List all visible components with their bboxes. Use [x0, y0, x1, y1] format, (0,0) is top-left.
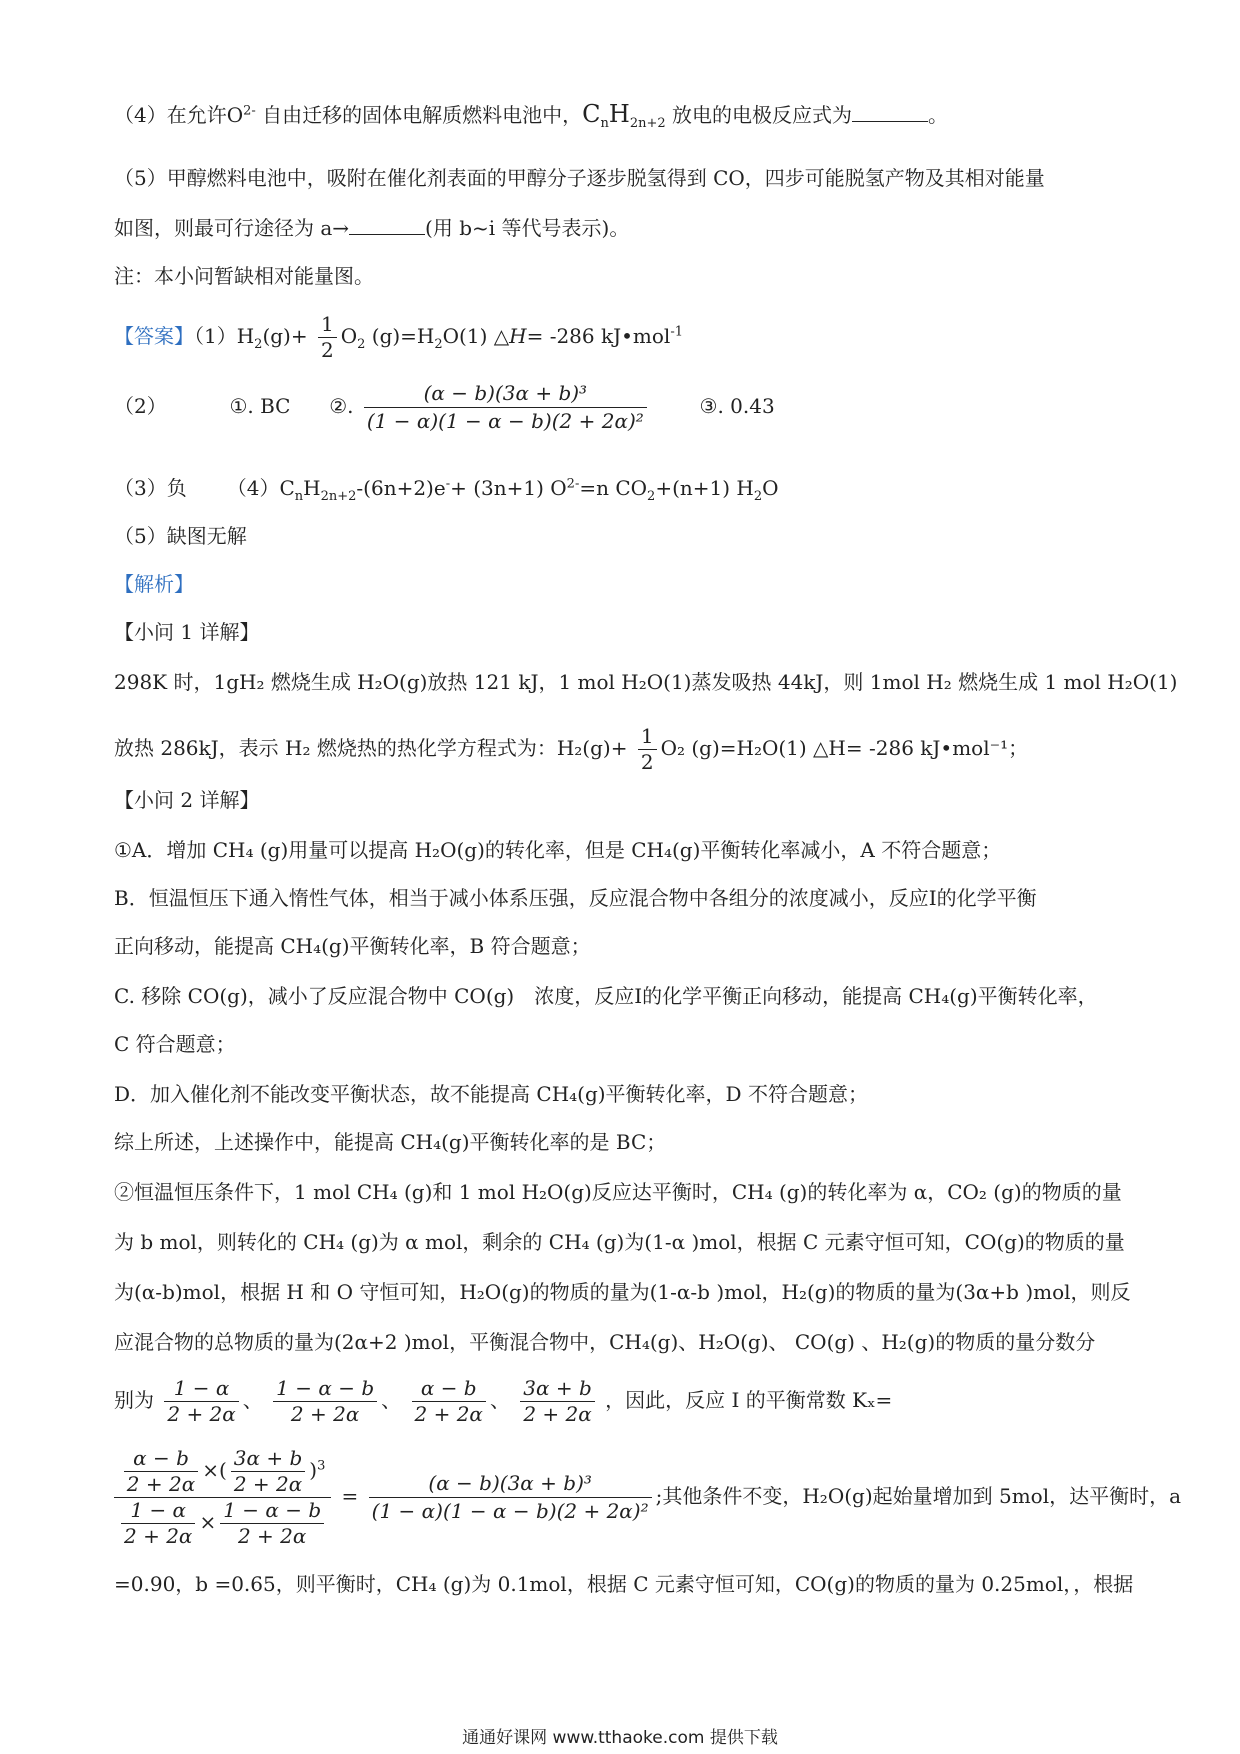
question-5-note: 注：本小问暂缺相对能量图。 [114, 264, 374, 288]
text-line: ①A．增加 CH₄ (g)用量可以提高 H₂O(g)的转化率，但是 CH₄(g)平衡转化率减小，A 不符合题意； [114, 838, 1002, 862]
text-line: 正向移动，能提高 CH₄(g)平衡转化率，B 符合题意； [114, 934, 591, 958]
answer-1: 【答案】$(1)H_2(g)+$ $\frac{1}{2}$ $O_2$ $(g)=H_2O(1)$ △H= -286 kJ•mol$^{-1}$ [114, 312, 683, 362]
section-2-title: 【小问 2 详解】 [114, 788, 260, 812]
kx-num-b: $\frac{3\alpha + b}{2 + 2\alpha}$ [231, 1446, 306, 1497]
answer-tag: 【答案】 [114, 324, 194, 348]
text-line: C 符合题意； [114, 1032, 236, 1056]
page-footer: 通通好课网 www.tthaoke.com 提供下载 [462, 1728, 778, 1748]
section-1-line2: 放热 286kJ，表示 H₂ 燃烧热的热化学方程式为：H₂(g)+ $\frac{1}{2}$ O₂ (g)=H₂O(1) △H= -286 kJ•mol⁻¹； [114, 724, 1029, 774]
question-4: （4）在允许$O^{2-}$ 自由迁移的固体电解质燃料电池中，$C_nH_{2n+2}$ 放电的电极反应式为 。 [114, 100, 949, 131]
kx-expression: $\frac{\alpha - b}{2 + 2\alpha}$ ×( $\frac{3\alpha + b}{2 + 2\alpha}$ )$^3$ $\frac{1 - \alpha}{2 + 2\alpha}$ × $\frac{1 - \alpha - b}{2 + 2\alpha}$ = $\frac{\text{(α − b)(3α + b)³}}{\text{(1 − α)(1 − α − b)(2 + 2α)²}}$ ;其他条件不变，H₂O(g)起始量增加到 5mol，达平衡时，a [114, 1446, 1181, 1549]
answer-blank [852, 103, 928, 122]
analysis-tag: 【解析】 [114, 572, 194, 596]
fraction-half: $\frac{1}{2}$ [318, 312, 337, 363]
kx-den-b: $\frac{1 - \alpha - b}{2 + 2\alpha}$ [220, 1498, 324, 1549]
text-line: B．恒温恒压下通入惰性气体，相当于减小体系压强，反应混合物中各组分的浓度减小，反应Ⅰ的化学平衡 [114, 886, 1037, 910]
mole-fraction-co: $\frac{\alpha - b}{2 + 2\alpha}$ [412, 1376, 486, 1427]
mole-fraction-line: 别为 $\frac{1 - \alpha}{2 + 2\alpha}$ 、 $\frac{1 - \alpha - b}{2 + 2\alpha}$ 、 $\frac{\alpha - b}{2 + 2\alpha}$ 、 $\frac{3\alpha + b}{2 + 2\alpha}$ ，因此，反应 I 的平衡常数 Kₓ= [114, 1376, 893, 1426]
answer-blank [349, 216, 425, 235]
text-line: C. 移除 CO(g)，减小了反应混合物中 CO(g) 浓度，反应Ⅰ的化学平衡正向移动，能提高 CH₄(g)平衡转化率， [114, 984, 1098, 1008]
kx-num-a: $\frac{\alpha - b}{2 + 2\alpha}$ [124, 1446, 198, 1497]
text-line: ②恒温恒压条件下，1 mol CH₄ (g)和 1 mol H₂O(g)反应达平衡时，CH₄ (g)的转化率为 α，CO₂ (g)的物质的量 [114, 1180, 1122, 1204]
question-5-line1: （5）甲醇燃料电池中，吸附在催化剂表面的甲醇分子逐步脱氢得到 CO，四步可能脱氢产物及其相对能量 [114, 166, 1045, 190]
text-line: 综上所述，上述操作中，能提高 CH₄(g)平衡转化率的是 BC； [114, 1130, 667, 1154]
text-line: 为 b mol，则转化的 CH₄ (g)为 α mol，剩余的 CH₄ (g)为(1-α )mol，根据 C 元素守恒可知，CO(g)的物质的量 [114, 1230, 1125, 1254]
text-line: 应混合物的总物质的量为(2α+2 )mol，平衡混合物中，CH₄(g)、H₂O(g)、 CO(g) 、H₂(g)的物质的量分数分 [114, 1330, 1096, 1354]
last-line: =0.90，b =0.65，则平衡时，CH₄ (g)为 0.1mol，根据 C 元素守恒可知，CO(g)的物质的量为 0.25mol，，根据 [114, 1572, 1134, 1596]
section-1-title: 【小问 1 详解】 [114, 620, 260, 644]
answer-3-4: （3）负 $(4)C_nH_{2n+2}-(6n+2)e^-+ (3n+1)$ $O^{2-}=n$ $CO_2+(n+1)$ $H_2O$ [114, 476, 779, 504]
question-5-line2: 如图，则最可行途径为 a→ (用 b~i 等代号表示)。 [114, 216, 630, 240]
fraction-half: $\frac{1}{2}$ [638, 724, 657, 775]
text-line: 为(α-b)mol，根据 H 和 O 守恒可知，H₂O(g)的物质的量为(1-α-b )mol，H₂(g)的物质的量为(3α+b )mol，则反 [114, 1280, 1131, 1304]
answer-5: （5）缺图无解 [114, 524, 247, 548]
equilibrium-constant-fraction: $\frac{\text{(α − b)(3α + b)³}}{\text{(1 − α)(1 − α − b)(2 + 2α)²}}$ [364, 380, 647, 435]
kx-result-fraction: $\frac{\text{(α − b)(3α + b)³}}{\text{(1 − α)(1 − α − b)(2 + 2α)²}}$ [369, 1470, 652, 1525]
mole-fraction-h2o: $\frac{1 - \alpha - b}{2 + 2\alpha}$ [273, 1376, 377, 1427]
text-line: D．加入催化剂不能改变平衡状态，故不能提高 CH₄(g)平衡转化率，D 不符合题意； [114, 1082, 868, 1106]
section-1-line1: 298K 时，1gH₂ 燃烧生成 H₂O(g)放热 121 kJ，1 mol H₂O(1)蒸发吸热 44kJ，则 1mol H₂ 燃烧生成 1 mol H₂O(1) [114, 670, 1178, 694]
kx-den-a: $\frac{1 - \alpha}{2 + 2\alpha}$ [121, 1498, 195, 1549]
kx-compound-fraction: $\frac{\alpha - b}{2 + 2\alpha}$ ×( $\frac{3\alpha + b}{2 + 2\alpha}$ )$^3$ $\frac{1 - \alpha}{2 + 2\alpha}$ × $\frac{1 - \alpha - b}{2 + 2\alpha}$ [114, 1446, 331, 1549]
answer-2: （2） ①. BC ②. $\frac{\text{(α − b)(3α + b)³}}{\text{(1 − α)(1 − α − b)(2 + 2α)²}}$ ③. 0.43 [114, 381, 775, 433]
mole-fraction-ch4: $\frac{1 - \alpha}{2 + 2\alpha}$ [164, 1376, 238, 1427]
mole-fraction-h2: $\frac{3\alpha + b}{2 + 2\alpha}$ [520, 1376, 595, 1427]
